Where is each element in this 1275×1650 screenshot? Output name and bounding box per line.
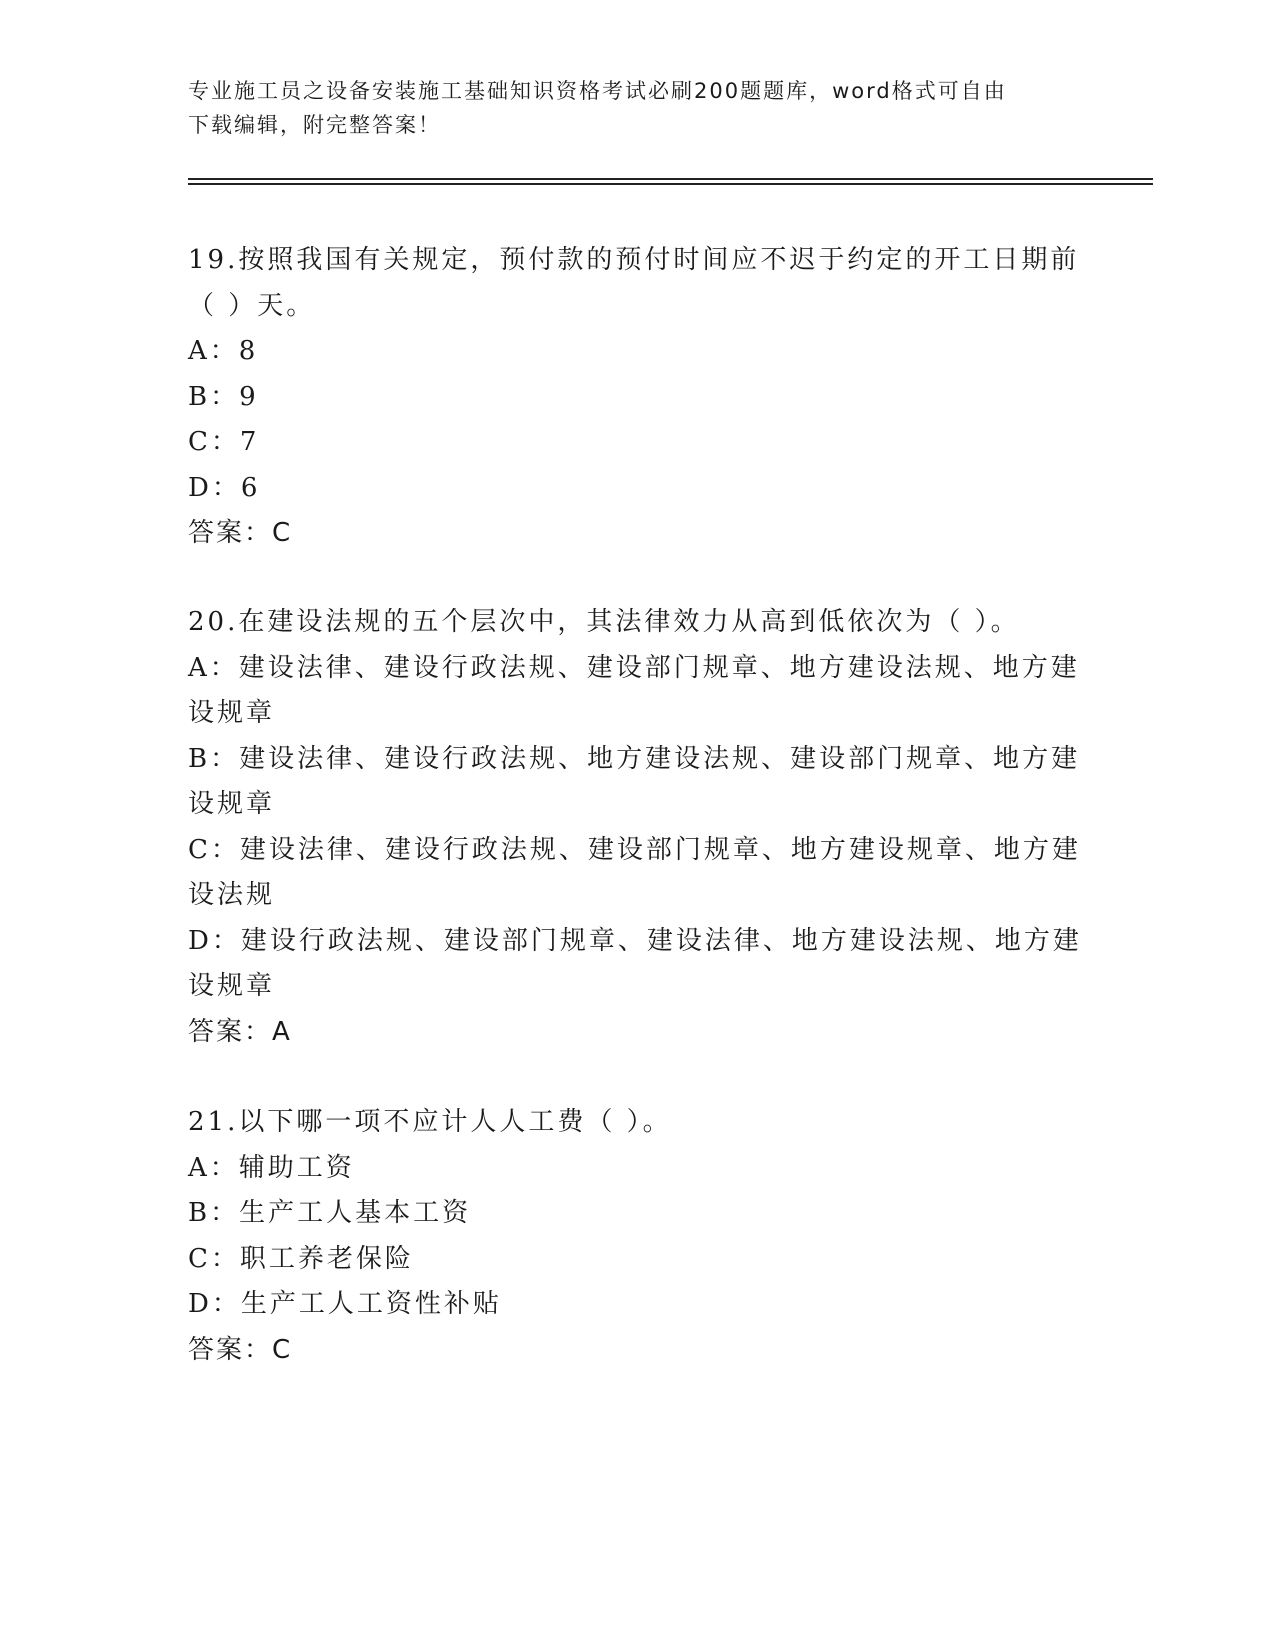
option-c: C：建设法律、建设行政法规、建设部门规章、地方建设规章、地方建 [188,834,1081,865]
option-a: A：建设法律、建设行政法规、建设部门规章、地方建设法规、地方建 [188,652,1080,683]
option-b: B：建设法律、建设行政法规、地方建设法规、建设部门规章、地方建 [188,743,1081,774]
document-header [188,74,1068,142]
header-line-2: 下载编辑，附完整答案！ [188,113,441,137]
option-a-continued: 设规章 [188,698,276,728]
header-divider-top [188,178,1153,180]
option-a: A：8 [188,336,259,366]
question-19 [188,238,1088,557]
question-stem-continued: （ ）天。 [188,290,316,321]
question-20 [188,600,1088,1055]
answer: 答案：A [188,1016,292,1047]
option-d: D：生产工人工资性补贴 [188,1289,502,1319]
option-d: D：建设行政法规、建设部门规章、建设法律、地方建设法规、地方建 [188,925,1082,956]
option-b: B：生产工人基本工资 [188,1198,472,1228]
question-stem: 21.以下哪一项不应计人人工费（ ）。 [188,1107,672,1137]
header-line-1: 专业施工员之设备安装施工基础知识资格考试必刷200题题库，word格式可自由 [188,79,1007,103]
question-stem: 20.在建设法规的五个层次中，其法律效力从高到低依次为（ ）。 [188,607,1020,637]
header-divider-bottom [188,183,1153,185]
answer: 答案：C [188,518,293,548]
option-c: C：职工养老保险 [188,1243,414,1274]
answer: 答案：C [188,1334,293,1365]
option-d-continued: 设规章 [188,971,276,1001]
question-stem: 19.按照我国有关规定，预付款的预付时间应不迟于约定的开工日期前 [188,245,1080,275]
question-21 [188,1100,1088,1373]
option-c-continued: 设法规 [188,880,276,910]
option-c: C：7 [188,427,260,457]
option-d: D：6 [188,472,261,503]
option-a: A：辅助工资 [188,1152,355,1183]
option-b: B：9 [188,381,259,412]
option-b-continued: 设规章 [188,789,276,819]
